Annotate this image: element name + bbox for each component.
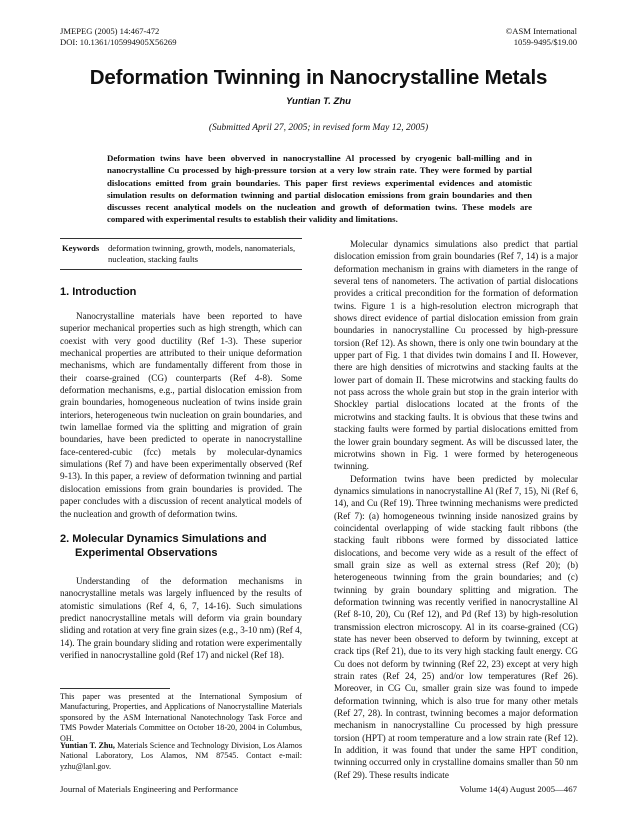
footer-volume-page: Volume 14(4) August 2005—467 <box>459 784 577 794</box>
keywords-text: deformation twinning, growth, models, nanomaterials, nucleation, stacking faults <box>108 243 296 264</box>
md-simulations-body <box>60 575 302 661</box>
paragraph: Deformation twins have been predicted by molecular dynamics simulations in nanocrystalline Al (Ref 7, 15), Ni (Ref 6, 14), and Cu (Ref 19). Three twinning mechanisms were predicted (Ref 7): (a) homogeneous twinning inside nanosized grains by coincidental overlapping of wide stacking fault ribbons (the stacking fault ribbons were formed by dissociated lattice dislocations, and become very wide as a result of the effect of small grain size as well as external stress (Ref 20); (b) heterogeneous twinning from the grain boundaries; and (c) twinning by grain boundary splitting and migration. The deformation twinning was recently verified in nanocrystalline Al (Ref 8-10, 20), Cu (Ref 12), and Pd (Ref 13) by high-resolution transmission electron microscopy. Al in its coarse-grained (CG) state has never been observed to deform by twinning, except at crack tips (Ref 21), due to its very high stacking fault energy. CG Cu does not deform by twinning (Ref 22, 23) except at very high strain rates (Ref 24, 25) and/or low temperatures (Ref 26). Moreover, in CG Cu, smaller grain size was found to impede deformation twinning, which is also true for many other metals (Ref 27, 28). In contrast, twinning becomes a major deformation mechanism in nanocrystalline Cu processed by high pressure torsion (HPT) at room temperature and a low strain rate (Ref 12). In addition, it was found that under the same HPT condition, twinning occurred only in crystalline domains smaller than 50 nm (Ref 29). These results indicate <box>334 473 578 780</box>
introduction-body <box>60 310 302 520</box>
abstract: Deformation twins have been obverved in nanocrystalline Al processed by cryogenic ball-milling and in nanocrystalline Cu processed by high-pressure torsion at a very low strain rate. They were formed by partial dislocations emitted from grain boundaries. This paper first reviews experimental evidences and atomistic simulation results on deformation twinning and partial dislocation emissions from grain boundaries and then discusses recent analytical models on the nucleation and growth of deformation twins. These models are compared with experimental results to establish their validity and limitations. <box>107 153 532 225</box>
author-footnote <box>60 741 302 772</box>
paragraph: Molecular dynamics simulations also predict that partial dislocation emission from grain boundaries (Ref 7, 14) is a major deformation mechanism in grains with diameters in the range of several tens of nanometers. The activation of partial dislocations provides a critical precondition for the formation of deformation twins. Figure 1 is a high-resolution electron micrograph that shows direct evidence of partial dislocation emission from grain boundaries in nanocrystalline Cu processed by high-pressure torsion (Ref 12). As shown, there is only one twin boundary at the upper part of Fig. 1 that divides twin domains I and II. However, there are high densities of microtwins and stacking faults at the lower part of domain II. These microtwins and stacking faults do not pass across the whole grain but stop in the grain interior with Shockley partial dislocations located at the fronts of the microtwins and stacking faults. It is obvious that these twins and stacking faults were formed by partial dislocations emitted from the lower grain boundary segment. As will be discussed later, the microtwins shown in Fig. 1 were formed by heterogeneous twinning. <box>334 239 578 472</box>
journal-citation <box>60 26 177 48</box>
footnote-rule <box>60 688 170 689</box>
section-heading-md-simulations <box>60 532 267 560</box>
right-column-body <box>334 238 578 781</box>
copyright-line: ©ASM International <box>505 26 577 36</box>
doi-line: DOI: 10.1361/105994905X56269 <box>60 37 177 47</box>
section-heading-line: Experimental Observations <box>75 547 218 559</box>
journal-volume-line: JMEPEG (2005) 14:467-472 <box>60 26 160 36</box>
keywords-box <box>60 238 302 270</box>
author-name: Yuntian T. Zhu <box>286 96 351 107</box>
paragraph: Nanocrystalline materials have been reported to have superior mechanical properties such as high strength, which can coexist with very good ductility (Ref 1-3). These superior mechanical properties are attributed to their unique deformation mechanisms, which are fundamentally different from those in their coarse-grained (CG) counterparts (Ref 4-8). Some deformation mechanisms, e.g., partial dislocation emission from grain boundaries, homogeneous nucleation of twins inside grain interiors, heterogeneous twin nucleation on grain boundaries, and twin lamellae formed via the splitting and migration of grain boundaries, have been predicted to operate in nanocrystalline face-centered-cubic (fcc) metals by molecular-dynamics simulations (Ref 7) and have been experimentally observed (Ref 9-13). In this paper, a review of deformation twinning and partial dislocation emissions from grain boundaries is provided. The paper concludes with a discussion of recent analytical models of the nucleation and growth of deformation twins. <box>60 311 302 519</box>
footer-journal-name: Journal of Materials Engineering and Performance <box>60 784 239 794</box>
keywords-label: Keywords <box>62 243 100 253</box>
submission-dates: (Submitted April 27, 2005; in revised form May 12, 2005) <box>208 123 429 133</box>
paragraph: Understanding of the deformation mechanisms in nanocrystalline metals was largely influenced by the results of atomistic simulations (Ref 4, 6, 7, 14-16). Such simulations predict nanocrystalline metals will deform via grain boundary sliding and rotation at very fine grain sizes (e.g., 3-10 nm) (Ref 4, 14). The grain boundary sliding and rotation were experimentally verified in nanocrystalline gold (Ref 17) and nickel (Ref 18). <box>60 576 302 661</box>
conference-footnote: This paper was presented at the International Symposium of Manufacturing, Properties, and Applications of Nanocrystalline Materials sponsored by the ASM International Nanotechnology Task Force and TMS Powder Materials Committee on October 18-20, 2004 in Columbus, OH. <box>60 692 302 743</box>
section-heading-line: 2. Molecular Dynamics Simulations and <box>60 533 267 545</box>
footnote-author-name: Yuntian T. Zhu, <box>60 741 115 750</box>
copyright-block <box>506 26 577 48</box>
paper-title: Deformation Twinning in Nanocrystalline Metals <box>89 66 548 89</box>
issn-price-line: 1059-9495/$19.00 <box>513 37 577 47</box>
section-heading-introduction: 1. Introduction <box>60 286 137 298</box>
footnote-author-affiliation: Materials Science and Technology Division, Los Alamos National Laboratory, Los Alamos, NM 87545. Contact e-mail: yzhu@lanl.gov. <box>60 741 302 771</box>
